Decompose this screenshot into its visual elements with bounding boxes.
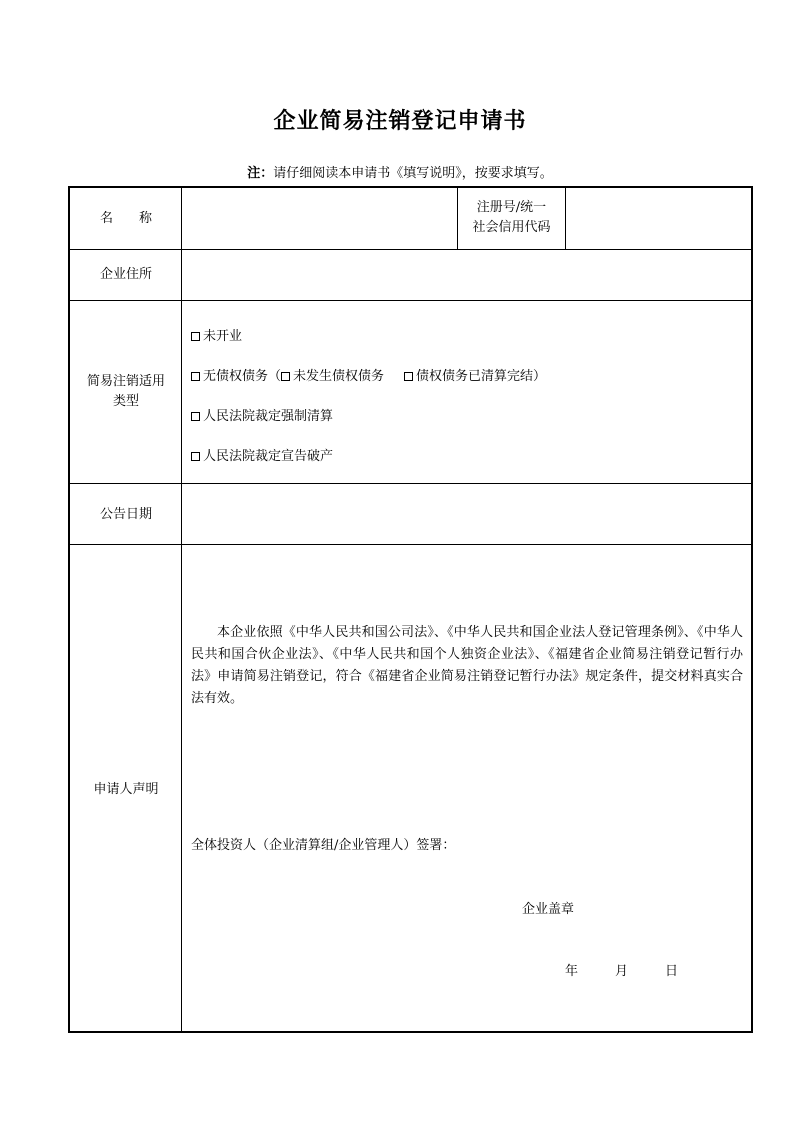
address-field[interactable]: [182, 250, 753, 300]
label-column-divider: [181, 188, 182, 1031]
page-title: 企业简易注销登记申请书: [273, 109, 527, 134]
option-label: 人民法院裁定强制清算: [203, 409, 334, 424]
name-label: 名 称: [99, 211, 152, 226]
option-label: 无债权债务（: [203, 369, 282, 384]
row-divider: [70, 544, 751, 545]
date-year: 年: [565, 964, 579, 979]
seal-label: 企业盖章: [522, 902, 575, 917]
reg-no-field[interactable]: [566, 188, 753, 249]
option-label: 未开业: [203, 329, 243, 344]
type-label-line1: 简易注销适用: [86, 374, 165, 389]
announcement-date-field[interactable]: [182, 484, 753, 544]
option-sub-label: 债权债务已清算完结）: [416, 369, 547, 384]
note-text: 请仔细阅读本申请书《填写说明》，按要求填写。: [273, 166, 553, 181]
declaration-text: 本企业依照《中华人民共和国公司法》、《中华人民共和国企业法人登记管理条例》、《中华人民共和国合伙企业法》、《中华人民共和国个人独资企业法》、《福建省企业简易注销登记暂行办法》申请简易注销登记，符合《福建省企业简易注销登记暂行办法》规定条件，提交材料真实合法有效。: [191, 625, 743, 706]
option-court-bankruptcy[interactable]: [191, 445, 333, 464]
deregistration-type-label: [70, 372, 182, 412]
checkbox[interactable]: [281, 372, 290, 381]
option-label: 人民法院裁定宣告破产: [203, 449, 334, 464]
option-court-liquidation[interactable]: [191, 405, 333, 424]
reg-no-label-line1: 注册号/统一: [476, 200, 547, 215]
announcement-date-label: 公告日期: [99, 507, 152, 522]
date-month: 月: [615, 964, 629, 979]
declaration-label: 申请人声明: [93, 782, 159, 797]
checkbox[interactable]: [191, 452, 200, 461]
type-label-line2: 类型: [112, 394, 139, 409]
checkbox[interactable]: [191, 412, 200, 421]
row-divider: [70, 300, 751, 301]
date-day: 日: [665, 964, 679, 979]
option-not-opened[interactable]: [191, 325, 242, 344]
checkbox[interactable]: [191, 372, 200, 381]
address-label: 企业住所: [99, 267, 152, 282]
reg-no-label-line2: 社会信用代码: [472, 220, 551, 235]
option-sub-label: 未发生债权债务: [293, 369, 385, 384]
signature-line: 全体投资人（企业清算组/企业管理人）签署：: [191, 838, 456, 853]
option-no-debt[interactable]: [191, 365, 546, 384]
application-form-table: [68, 186, 753, 1033]
reg-no-label: [458, 198, 565, 238]
name-field[interactable]: [182, 188, 457, 249]
checkbox[interactable]: [404, 372, 413, 381]
fill-instruction-note: [0, 162, 800, 181]
checkbox[interactable]: [191, 332, 200, 341]
note-prefix: 注：: [247, 166, 274, 181]
